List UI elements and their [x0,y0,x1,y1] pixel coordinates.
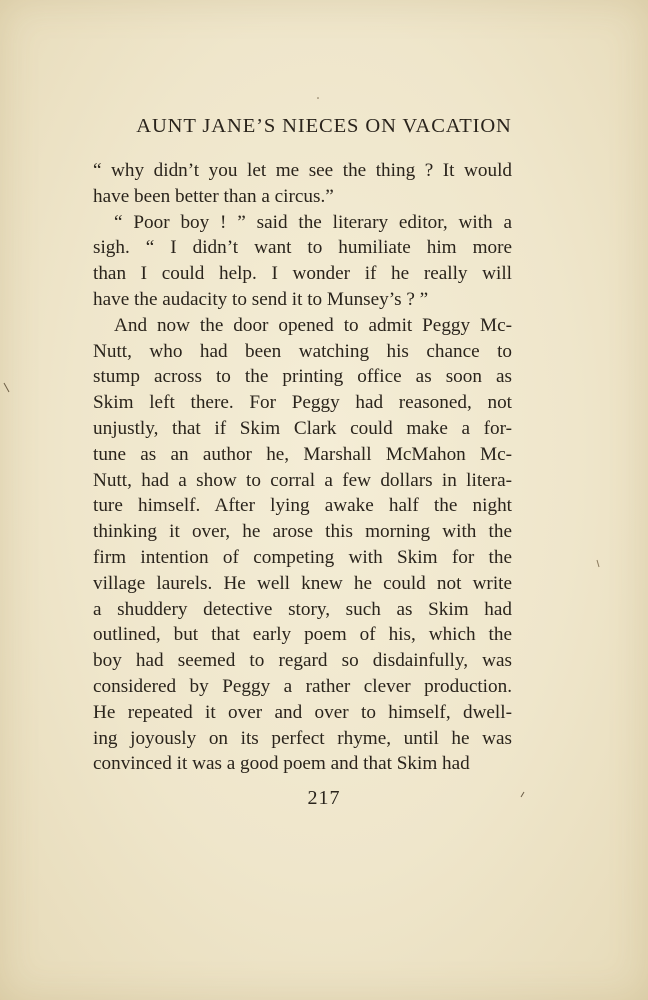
text-line: Nutt, who had been watching his chance to [93,340,512,362]
paragraph [93,210,512,313]
text-line: considered by Peggy a rather clever production. [93,675,512,697]
text-line: thinking it over, he arose this morning with the [93,521,512,543]
text-line: tune as an author he, Marshall McMahon Mc- [93,443,512,465]
text-line: ture himself. After lying awake half the night [93,495,512,517]
text-line: unjustly, that if Skim Clark could make a for- [93,417,512,439]
text-line: village laurels. He well knew he could not write [93,572,512,594]
text-line: Nutt, had a show to corral a few dollars in litera- [93,469,512,491]
text-line: sigh. “ I didn’t want to humiliate him more [93,237,512,259]
paper-speck [317,97,319,99]
text-line: a shuddery detective story, such as Skim had [93,598,512,620]
text-line: stump across to the printing office as soon as [93,366,512,388]
page-number: 217 [307,787,341,809]
text-line: than I could help. I wonder if he really will [93,263,512,285]
text-line: boy had seemed to regard so disdainfully, was [93,650,512,672]
text-line: outlined, but that early poem of his, which the [93,624,512,646]
running-head: AUNT JANE’S NIECES ON VACATION [136,115,512,137]
paragraph [93,158,512,210]
text-line: “ why didn’t you let me see the thing ? It would [93,160,512,181]
text-line: convinced it was a good poem and that Skim had [93,753,470,775]
margin-tick-right [597,560,599,567]
text-line: Skim left there. For Peggy had reasoned, not [93,392,512,414]
text-line: And now the door opened to admit Peggy Mc- [114,314,512,336]
body-text [93,158,512,777]
text-line: have been better than a circus.” [93,185,334,207]
margin-tick-left [4,383,9,392]
text-line: He repeated it over and over to himself, dwell- [93,701,512,723]
text-line: have the audacity to send it to Munsey’s ? ” [93,288,429,310]
text-line: firm intention of competing with Skim for the [93,546,512,568]
text-line: “ Poor boy ! ” said the literary editor, with a [114,211,512,233]
text-line: ing joyously on its perfect rhyme, until he was [93,727,512,749]
paragraph [93,313,512,777]
